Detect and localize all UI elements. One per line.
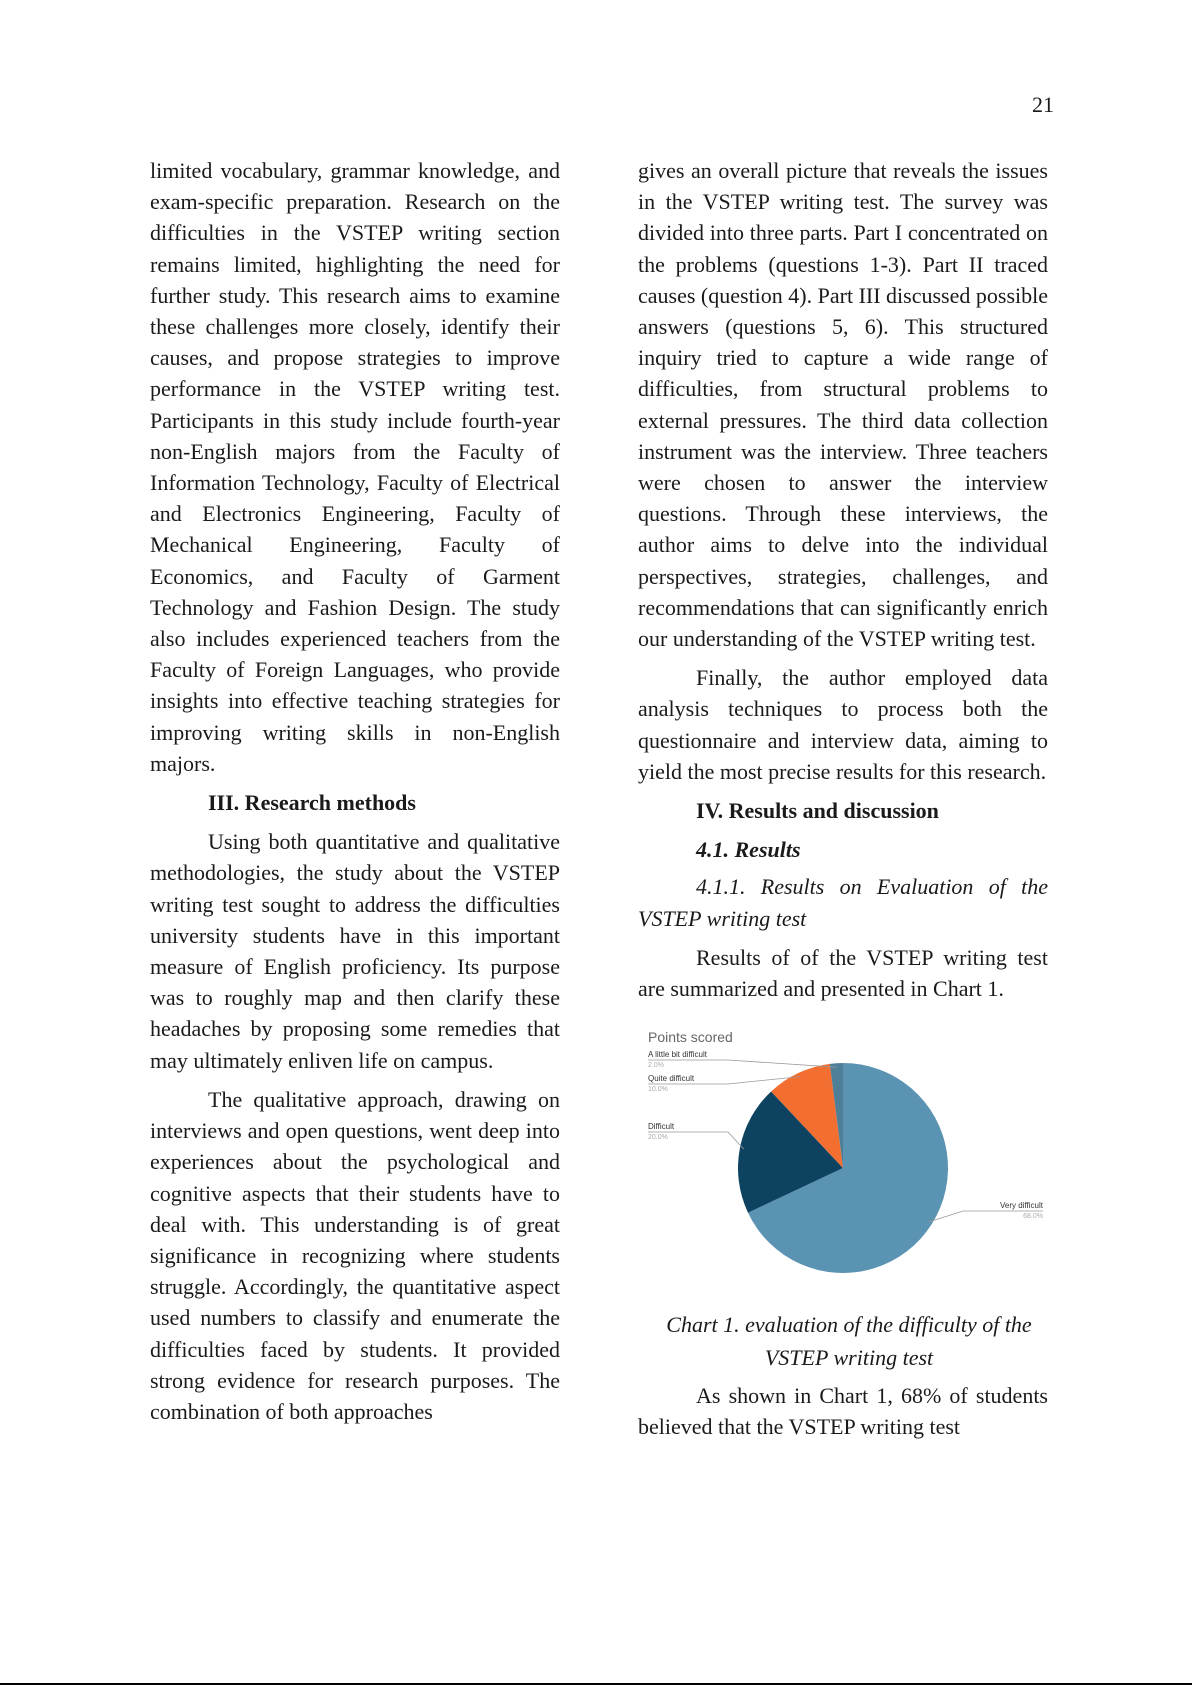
slice-label: Quite difficult [648,1074,695,1084]
pie-chart [638,1026,1048,1294]
right-column [638,155,1048,1443]
slice-label: A little bit difficult [648,1050,707,1060]
right-paragraph-3: Results of of the VSTEP writing test are summarized and presented in Chart 1. [638,944,1048,1002]
chart-caption: Chart 1. evaluation of the difficulty of the VSTEP writing test [666,1312,1032,1371]
slice-label: Difficult [648,1122,675,1132]
right-paragraph-4: As shown in Chart 1, 68% of students believed that the VSTEP writing test [638,1383,1048,1440]
leader-line [648,1060,837,1070]
right-paragraph-1: gives an overall picture that reveals the issues in the VSTEP writing test. The survey was divided into three parts. Part I concentrated on the problems (questions 1-3). Part II traced causes (question 4). Part III discussed possible answers (questions 5, 6). This structured inquiry tried to capture a wide range of difficulties, from structural problems to external pressures. The third data collection instrument was the interview. Three teachers were chosen to answer the interview questions. Through these interviews, the author aims to delve into the individual perspectives, strategies, challenges, and recommendations that can significantly enrich our understanding of the VSTEP writing test. [638,158,1048,652]
page-number: 21 [1032,92,1054,117]
slice-percent: 2.0% [648,1062,664,1070]
chart-title: Points scored [648,1029,733,1046]
subsection-heading-results: 4.1. Results [696,837,801,863]
section-heading-research-methods: III. Research methods [208,790,416,816]
slice-percent: 68.0% [1023,1213,1043,1221]
section-heading-results: IV. Results and discussion [696,798,939,824]
left-paragraph-3: The qualitative approach, drawing on interviews and open questions, went deep into experiences about the psychological and cognitive aspects that their students have to deal with. This understanding is of great significance in recognizing where students struggle. Accordingly, the quantitative aspect used numbers to classify and enumerate the difficulties faced by students. It provided strong evidence for research purposes. The combination of both approaches [150,1086,560,1424]
left-column [150,155,560,1427]
left-paragraph-2: Using both quantitative and qualitative methodologies, the study about the VSTEP writing test sought to address the difficulties university students have in this important measure of English proficiency. Its purpose was to roughly map and then clarify these headaches by proposing some remedies that may ultimately enliven life on campus. [150,829,560,1073]
subsubsection-heading: 4.1.1. Results on Evaluation of the VSTEP writing test [638,874,1048,931]
slice-label: Very difficult [1000,1201,1043,1211]
pie-chart-svg [638,1026,1048,1294]
slice-percent: 20.0% [648,1134,668,1142]
slice-percent: 10.0% [648,1086,668,1094]
left-paragraph-1: limited vocabulary, grammar knowledge, and exam-specific preparation. Research on the difficulties in the VSTEP writing section remains limited, highlighting the need for further study. This research aims to examine these challenges more closely, identify their causes, and propose strategies to improve performance in the VSTEP writing test. Participants in this study include fourth-year non-English majors from the Faculty of Information Technology, Faculty of Electrical and Electronics Engineering, Faculty of Mechanical Engineering, Faculty of Economics, and Faculty of Garment Technology and Fashion Design. The study also includes experienced teachers from the Faculty of Foreign Languages, who provide insights into effective teaching strategies for improving writing skills in non-English majors. [150,158,560,776]
right-paragraph-2: Finally, the author employed data analysis techniques to process both the questionnaire and interview data, aiming to yield the most precise results for this research. [638,665,1048,784]
